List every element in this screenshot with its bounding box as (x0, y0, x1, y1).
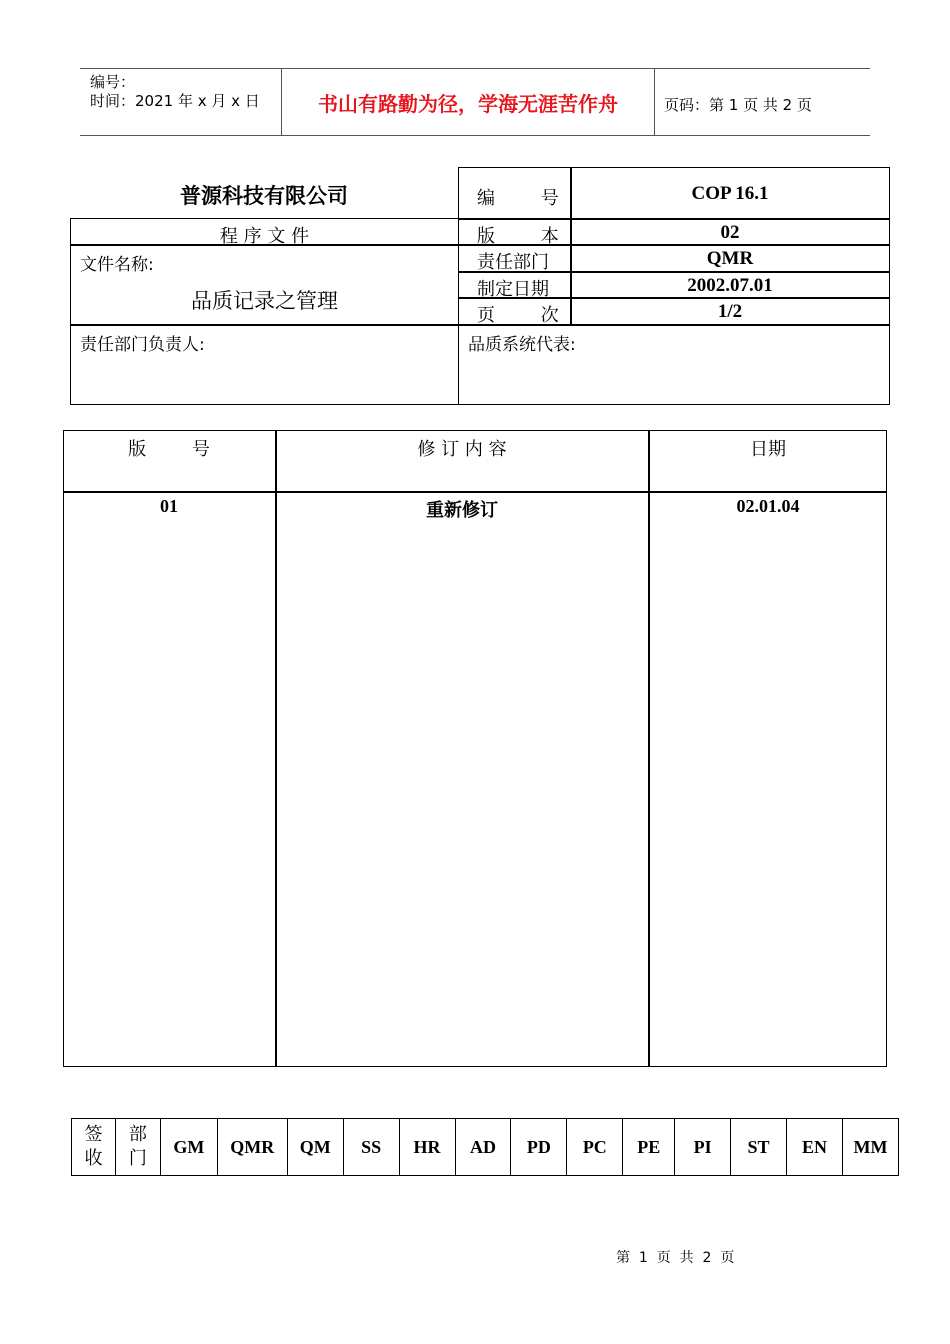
dept-cell-ad: AD (455, 1119, 511, 1176)
field-label-number: 编 号 (477, 188, 559, 209)
file-name-label: 文件名称: (80, 255, 154, 275)
quality-rep-label: 品质系统代表: (468, 335, 576, 355)
dept-cell-pc: PC (567, 1119, 623, 1176)
signoff-table (71, 1118, 899, 1176)
footer-page-number: 第 1 页 共 2 页 (616, 1250, 735, 1266)
company-name: 普源科技有限公司 (180, 184, 348, 208)
header-time-label: 时间：2021 年 x 月 x 日 (90, 92, 260, 110)
header-top-rule (80, 68, 870, 69)
signoff-label-receive: 签收 (72, 1119, 116, 1176)
dept-cell-ss: SS (343, 1119, 399, 1176)
file-name: 品质记录之管理 (191, 289, 338, 313)
field-label-version: 版 本 (477, 226, 559, 247)
field-value-dept: QMR (706, 248, 754, 269)
revision-row-date: 02.01.04 (736, 496, 800, 516)
header-bottom-rule (80, 135, 870, 136)
revision-col-divider-2 (648, 430, 650, 1067)
header-divider-right (654, 68, 655, 136)
dept-cell-hr: HR (399, 1119, 455, 1176)
doc-type: 程 序 文 件 (219, 226, 310, 247)
revision-row-version: 01 (160, 496, 178, 516)
revision-row-content: 重新修订 (426, 500, 498, 521)
field-value-number: COP 16.1 (691, 183, 769, 204)
field-label-date: 制定日期 (477, 279, 549, 300)
revision-col-divider-1 (275, 430, 277, 1067)
dept-cell-pd: PD (511, 1119, 567, 1176)
revision-header-date: 日期 (750, 439, 786, 460)
field-value-version: 02 (720, 222, 740, 243)
dept-cell-st: ST (731, 1119, 787, 1176)
dept-cell-qmr: QMR (217, 1119, 287, 1176)
field-value-page: 1/2 (717, 301, 743, 322)
field-value-date: 2002.07.01 (687, 275, 773, 296)
header-page-info: 页码：第 1 页 共 2 页 (664, 96, 812, 114)
revision-header-rule (63, 491, 887, 493)
dept-cell-pi: PI (675, 1119, 731, 1176)
signoff-label-dept: 部门 (115, 1119, 160, 1176)
revision-header-content: 修 订 内 容 (417, 439, 507, 460)
field-label-dept: 责任部门 (477, 252, 549, 273)
doc-right-rule-1 (458, 218, 890, 220)
dept-cell-pe: PE (623, 1119, 675, 1176)
dept-cell-qm: QM (287, 1119, 343, 1176)
field-label-page: 页 次 (477, 305, 559, 326)
header-motto: 书山有路勤为径，学海无涯苦作舟 (318, 92, 618, 116)
dept-cell-mm: MM (842, 1119, 898, 1176)
header-number-label: 编号： (90, 73, 136, 91)
revision-table-frame (63, 430, 887, 1067)
dept-cell-en: EN (787, 1119, 843, 1176)
revision-header-version: 版 号 (128, 439, 210, 460)
resp-person-label: 责任部门负责人: (80, 335, 205, 355)
doc-left-rule-2 (70, 324, 459, 326)
dept-cell-gm: GM (160, 1119, 217, 1176)
